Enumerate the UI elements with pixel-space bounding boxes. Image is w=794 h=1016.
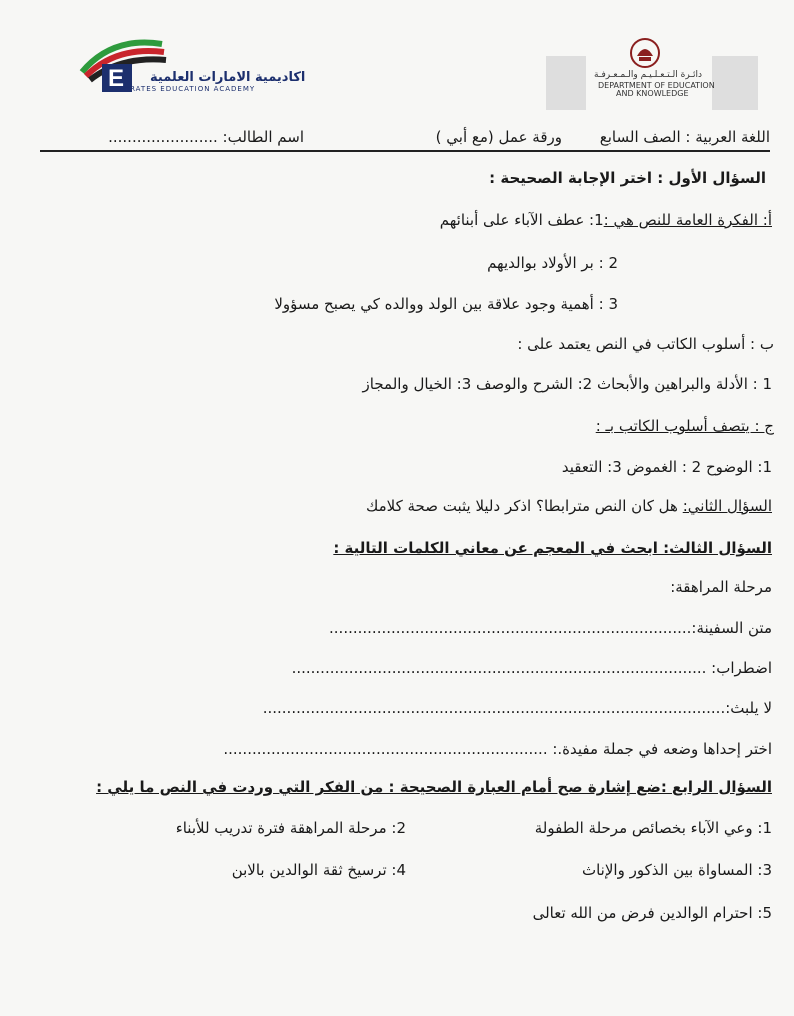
q2-label: السؤال الثاني:: [682, 497, 772, 515]
svg-text:E: E: [108, 65, 125, 92]
dept-name-en-2: AND KNOWLEDGE: [616, 89, 689, 98]
q1c-label: ج : يتصف أسلوب الكاتب بـ :: [595, 417, 774, 435]
student-name-field: اسم الطالب: .......................: [108, 128, 304, 146]
q1a-option-2: 2 : بر الأولاد بوالديهم: [487, 254, 618, 272]
q1a-option-1: 1: عطف الآباء على أبنائهم: [439, 211, 604, 229]
blurred-area-right: [712, 56, 758, 110]
q3-word-3: اضطراب: .......................................................................................: [291, 659, 772, 677]
q1a-label: أ: الفكرة العامة للنص هي :: [603, 211, 772, 229]
q1b-label: ب : أسلوب الكاتب في النص يعتمد على :: [517, 335, 774, 353]
q1a-option-3: 3 : أهمية وجود علاقة بين الولد ووالده كي يصبح مسؤولا: [274, 295, 618, 313]
academy-name-en: MIRATES EDUCATION ACADEMY: [120, 85, 256, 93]
dept-name-en-1: DEPARTMENT OF EDUCATION: [598, 81, 715, 90]
blurred-area-left: [546, 56, 586, 110]
q4-item-4: 4: ترسيخ ثقة الوالدين بالابن: [231, 861, 406, 879]
q3-word-4: لا يلبث:.................................................................................................: [262, 699, 772, 717]
dept-name-ar: دائـرة الـتـعـلـيـم والـمـعـرفـة: [594, 70, 702, 80]
header-divider: [40, 150, 770, 152]
q4-item-3: 3: المساواة بين الذكور والإناث: [581, 861, 772, 879]
q1-title: السؤال الأول : اختر الإجابة الصحيحة :: [489, 169, 766, 187]
q1b-options: 1 : الأدلة والبراهين والأبحاث 2: الشرح والوصف 3: الخيال والمجاز: [362, 375, 772, 393]
q1a-row: [440, 210, 772, 230]
q3-word-2: متن السفينة:............................................................................: [329, 619, 772, 637]
q2-row: [366, 496, 772, 516]
q3-sentence-task: اختر إحداها وضعه في جملة مفيدة.: ....................................................................: [223, 740, 772, 758]
q1c-options: 1: الوضوح 2 : الغموض 3: التعقيد: [561, 458, 772, 476]
q4-item-1: 1: وعي الآباء بخصائص مرحلة الطفولة: [534, 819, 772, 837]
q4-item-2: 2: مرحلة المراهقة فترة تدريب للأبناء: [175, 819, 406, 837]
academy-name-ar: اكاديمية الامارات العلمية: [150, 70, 306, 85]
q3-title: السؤال الثالث: ابحث في المعجم عن معاني الكلمات التالية :: [333, 539, 772, 557]
q3-word-1: مرحلة المراهقة:: [670, 578, 772, 596]
subject-grade: اللغة العربية : الصف السابع: [599, 128, 770, 146]
q2-text: هل كان النص مترابطا؟ اذكر دليلا يثبت صحة كلامك: [365, 497, 683, 515]
q4-title: السؤال الرابع :ضع إشارة صح أمام العبارة الصحيحة : من الفكر التي وردت في النص ما يلي :: [96, 778, 772, 796]
worksheet-title: ورقة عمل (مع أبي ): [435, 128, 562, 146]
emblem-icon: [628, 36, 662, 70]
q4-item-5: 5: احترام الوالدين فرض من الله تعالى: [532, 904, 772, 922]
